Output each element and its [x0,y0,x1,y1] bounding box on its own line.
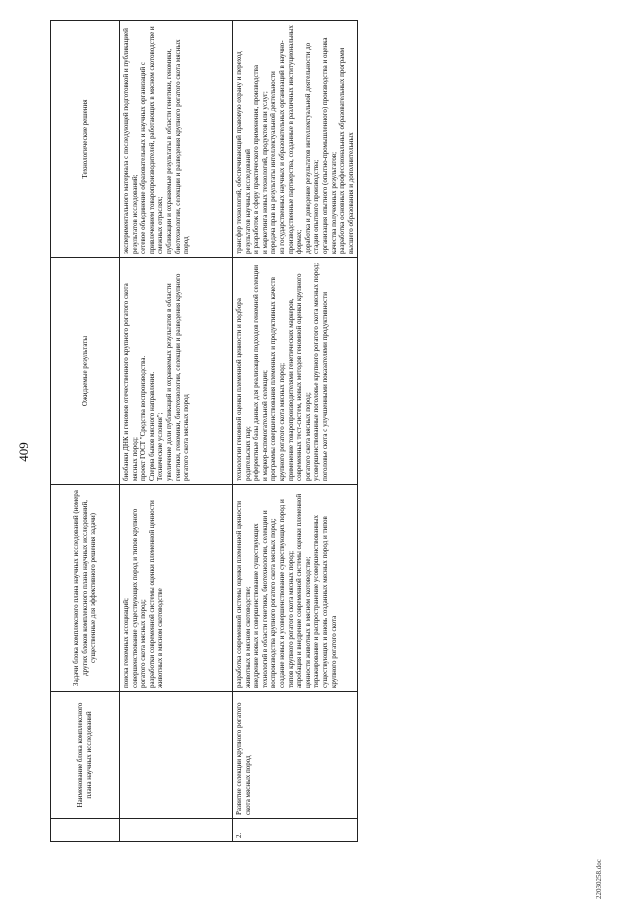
row-block-name: Развитие селекции крупного рогатого скота мясных пород [233,692,358,819]
document-reference: 22030258.doc [595,859,603,899]
tech-item: доработка и доведение результатов интеллектуальной деятельности до стадии опытного производства; [303,42,321,254]
result-item: программы совершенствования племенных и продуктивных качеств крупного рогатого скота мясных пород; [269,277,286,481]
tech-item: разработка основных профессиональных образовательных программ высшего образования и дополнительных [338,47,355,254]
table-row [233,21,358,842]
table-row [120,21,233,842]
header-block-name: Наименование блока комплексного плана научных исследований [51,692,120,819]
tech-item: организация опытного (опытно-промышленного) производства и оценка качества полученных результатов; [320,37,338,254]
row-number [120,819,233,842]
row-block-name [120,692,233,819]
rotated-sheet [16,25,620,899]
research-plan-table [50,20,358,842]
task-item: разработка современной системы оценки племенной ценности животных в мясном скотоводстве; [235,500,252,688]
header-tasks: Задачи блока комплексного плана научных исследований (номера других блоков комплексного плана научных исследований, существенные для эффективного решения задачи) [51,485,120,692]
result-item: применение товаропроизводителями генетических маркеров, современных тест-систем, новых методов геномной оценки крупного рогатого скота мясных пород; [286,273,312,481]
task-item: создание новых и усовершенствование существующих пород и типов крупного рогатого скота мясных пород; [277,499,295,688]
result-item: Технические условия"; [156,412,165,481]
row-expected-results [233,258,358,485]
tech-item: передача прав на результаты интеллектуальной деятельности [269,71,278,254]
result-item: референтные базы данных для реализации подходов геномной селекции и маркер-вспомогательной селекции; [252,264,269,481]
result-item: Сперма быков мясного направления. [147,371,156,481]
tech-item: из государственных научных и образовательных организаций в научно-производственные партнерства, созданные в различных институциональных формах; [277,25,304,254]
page-number: 409 [16,442,31,462]
result-item: увеличение доли публикаций и охраняемых результатов в области генетики, геномики, биотехнологии, селекции и разведения крупного рогатого скота мясных пород [164,273,191,481]
result-item: поголовье скота с улучшенными показателями продуктивности [320,292,329,481]
task-item: совершенствование существующих пород и типов крупного рогатого скота мясных пород; [130,508,148,688]
result-item: усовершенствованные поголовье крупного рогатого скота мясных пород; [312,262,321,481]
tech-item: экспериментального материала с последующей подготовкой и публикацией результатов исследований; [122,28,139,254]
task-item: поиска геномных ассоциаций; [122,598,130,688]
tech-item: и разработок в сферу практического применения, производства [252,65,261,254]
row-number: 2. [233,819,358,842]
header-expected-results: Ожидаемые результаты [51,258,120,485]
task-item: разработки современной системы оценки племенной ценности животных в мясном скотоводстве [147,500,165,688]
row-tasks [233,485,358,692]
header-number [51,819,120,842]
result-item: биобанки ДНК и геномов отечественного крупного рогатого скота мясных пород; [122,283,139,481]
tech-item: трансфер технологий, обеспечивающий правовую охрану и переход результатов научных исследований [235,51,252,254]
row-tasks [120,485,233,692]
row-expected-results [120,258,233,485]
task-item: тиражирование и распространение усовершенствованных существующих и вновь созданных мясных пород и типов крупного рогатого скота [312,514,338,688]
tech-item: публикации и охраняемые результаты в области генетики, геномики, биотехнологии, селекции и разведения крупного рогатого скота мясных пород [164,39,191,254]
task-item: апробация и внедрение современной системы оценки племенной ценности животных в мясном скотоводстве; [295,493,312,688]
tech-item: сетевое объединение образовательных и научных организаций с привлечением товаропроизводителей, работающих в мясном скотоводстве и смежных отраслях; [139,26,165,254]
result-item: технологии геномной оценки племенной ценности и подбора родительских пар; [235,298,252,481]
result-item: проект ГОСТ "Средства воспроизводства. [139,355,148,481]
table-header-row [51,21,120,842]
header-tech-solutions: Технологические решения [51,21,120,258]
tech-item: и маркетинга новых технологий, продуктов или услуг; [260,91,269,254]
row-tech-solutions [233,21,358,258]
task-item: внедрение новых и совершенствование существующих технологий в области генетики, биотехнологии, селекции и воспроизводства крупного рогатого скота мясных пород; [252,510,278,688]
row-tech-solutions [120,21,233,258]
